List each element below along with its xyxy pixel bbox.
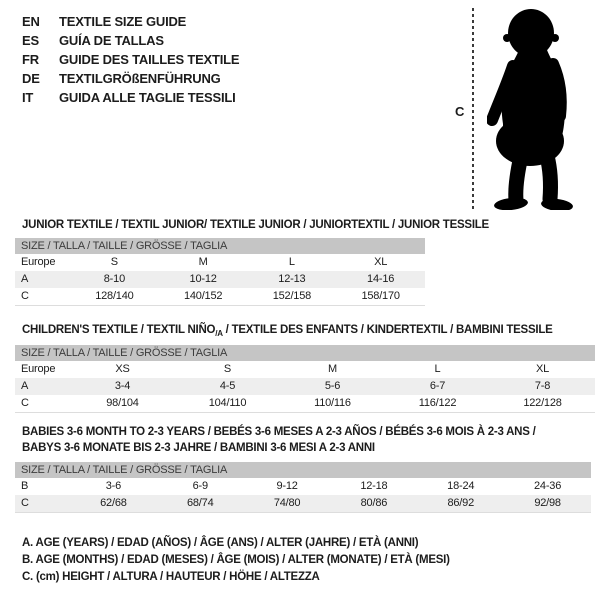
lang-code: FR xyxy=(22,52,39,67)
table-row xyxy=(15,271,425,288)
size-cell: 128/140 xyxy=(95,290,134,302)
lang-label: GUIDA ALLE TAGLIE TESSILI xyxy=(59,90,236,105)
size-cell: 80/86 xyxy=(360,497,388,509)
size-cell: 24-36 xyxy=(534,480,562,492)
size-cell: XL xyxy=(535,363,550,375)
size-cell: 9-12 xyxy=(276,480,298,492)
table-row xyxy=(15,495,591,512)
size-cell: 74/80 xyxy=(273,497,301,509)
children-size-table xyxy=(15,345,595,413)
section-title-babies-line1: BABIES 3-6 MONTH TO 2-3 YEARS / BEBÉS 3-6 MESES A 2-3 AÑOS / BÉBÉS 3-6 MOIS À 2-3 ANS / xyxy=(22,426,536,438)
row-label-cell: Europe xyxy=(21,363,56,375)
size-cell: 14-16 xyxy=(367,273,395,285)
size-cell: 10-12 xyxy=(189,273,217,285)
row-label-cell: A xyxy=(21,273,29,285)
size-cell: 3-6 xyxy=(105,480,122,492)
size-cell: 4-5 xyxy=(219,380,236,392)
size-cell: 12-18 xyxy=(360,480,388,492)
measurement-legend xyxy=(22,535,450,586)
size-cell: 116/122 xyxy=(418,397,457,409)
row-label-cell: Europe xyxy=(21,256,56,268)
section-title-babies-line2: BABYS 3-6 MONATE BIS 2-3 JAHRE / BAMBINI 3-6 MESI A 2-3 ANNI xyxy=(22,442,375,454)
lang-label: GUÍA DE TALLAS xyxy=(59,33,164,48)
size-header-bar: SIZE / TALLA / TAILLE / GRÖSSE / TAGLIA xyxy=(15,345,595,361)
size-cell: 98/104 xyxy=(106,397,139,409)
size-cell: L xyxy=(434,363,441,375)
size-cell: M xyxy=(328,363,337,375)
legend-line-a: A. AGE (YEARS) / EDAD (AÑOS) / ÂGE (ANS) / ALTER (JAHRE) / ETÀ (ANNI) xyxy=(22,537,419,549)
row-label-cell: A xyxy=(21,380,29,392)
size-cell: S xyxy=(223,363,232,375)
table-row xyxy=(15,288,425,305)
babies-size-table xyxy=(15,462,591,513)
junior-size-table xyxy=(15,238,425,306)
table-row xyxy=(15,254,425,271)
size-cell: XS xyxy=(115,363,130,375)
table-row xyxy=(15,378,595,395)
row-label-cell: C xyxy=(21,497,29,509)
title-part-subscript: /A xyxy=(215,329,223,338)
size-cell: 12-13 xyxy=(278,273,306,285)
size-cell: S xyxy=(110,256,118,268)
lang-label: TEXTILGRÖßENFÜHRUNG xyxy=(59,71,221,86)
lang-row-it xyxy=(22,88,239,107)
size-cell: 92/98 xyxy=(534,497,561,509)
size-cell: M xyxy=(198,256,208,268)
size-cell: 110/116 xyxy=(314,397,351,409)
title-part: CHILDREN'S TEXTILE / TEXTIL NIÑO xyxy=(22,324,216,336)
size-cell: 62/68 xyxy=(100,497,127,509)
lang-label: TEXTILE SIZE GUIDE xyxy=(59,14,187,29)
table-row xyxy=(15,395,595,412)
row-label-cell: B xyxy=(21,480,29,492)
lang-label: GUIDE DES TAILLES TEXTILE xyxy=(59,52,240,67)
title-part: / TEXTILE DES ENFANTS / KINDERTEXTIL / BAMBINI TESSILE xyxy=(222,324,553,336)
language-list xyxy=(22,12,239,107)
size-cell: 86/92 xyxy=(447,497,474,509)
lang-row-fr xyxy=(22,50,239,69)
size-cell: 122/128 xyxy=(523,397,562,409)
legend-line-b: B. AGE (MONTHS) / EDAD (MESES) / ÂGE (MOIS) / ALTER (MONATE) / ETÀ (MESI) xyxy=(22,554,450,566)
size-cell: 3-4 xyxy=(114,380,131,392)
size-cell: 68/74 xyxy=(186,497,214,509)
section-title-junior: JUNIOR TEXTILE / TEXTIL JUNIOR/ TEXTILE JUNIOR / JUNIORTEXTIL / JUNIOR TESSILE xyxy=(22,219,489,231)
table-row xyxy=(15,361,595,378)
size-cell: 18-24 xyxy=(447,480,475,492)
height-label-c: C xyxy=(455,104,465,119)
row-label-cell: C xyxy=(21,290,29,302)
lang-code: ES xyxy=(22,33,39,48)
lang-code: IT xyxy=(22,90,34,105)
section-title-children xyxy=(22,322,553,342)
baby-silhouette-icon xyxy=(487,8,600,210)
legend-line-c: C. (cm) HEIGHT / ALTURA / HAUTEUR / HÖHE / ALTEZZA xyxy=(22,571,320,583)
size-cell: 6-9 xyxy=(192,480,208,492)
size-cell: 6-7 xyxy=(429,380,446,392)
size-cell: 7-8 xyxy=(534,380,551,392)
size-header-bar: SIZE / TALLA / TAILLE / GRÖSSE / TAGLIA xyxy=(15,238,425,254)
size-cell: XL xyxy=(374,256,388,268)
size-header-bar: SIZE / TALLA / TAILLE / GRÖSSE / TAGLIA xyxy=(15,462,591,478)
lang-row-es xyxy=(22,31,239,50)
lang-row-de xyxy=(22,69,239,88)
size-cell: 5-6 xyxy=(324,380,341,392)
row-label-cell: C xyxy=(21,397,29,409)
height-dotted-line xyxy=(472,8,474,210)
size-cell: 140/152 xyxy=(183,290,223,302)
size-cell: 152/158 xyxy=(272,290,312,302)
size-cell: 158/170 xyxy=(361,290,400,302)
lang-row-en xyxy=(22,12,239,31)
lang-code: EN xyxy=(22,14,40,29)
size-cell: 8-10 xyxy=(103,273,125,285)
table-row xyxy=(15,478,591,495)
size-cell: 104/110 xyxy=(208,397,247,409)
lang-code: DE xyxy=(22,71,40,86)
size-cell: L xyxy=(288,256,295,268)
